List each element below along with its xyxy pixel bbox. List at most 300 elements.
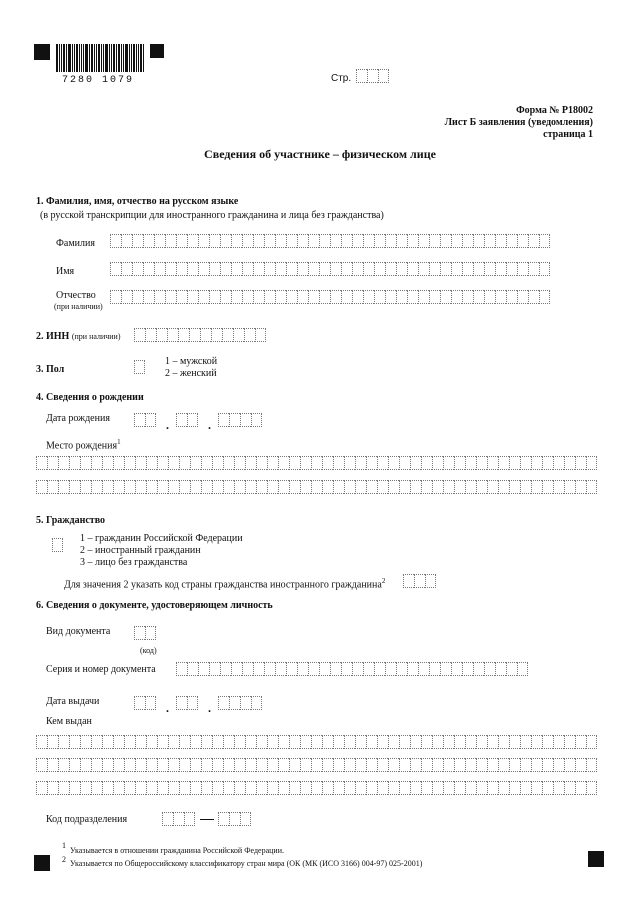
input-cell[interactable] [509, 735, 520, 749]
input-cell[interactable] [179, 758, 190, 772]
input-cell[interactable] [198, 662, 209, 676]
input-cell[interactable] [367, 69, 378, 83]
input-cell[interactable] [255, 328, 266, 342]
input-cell[interactable] [333, 758, 344, 772]
input-cell[interactable] [429, 290, 440, 304]
input-cell[interactable] [410, 735, 421, 749]
input-cell[interactable] [575, 758, 586, 772]
input-cell[interactable] [407, 234, 418, 248]
input-cell[interactable] [212, 758, 223, 772]
input-cell[interactable] [542, 735, 553, 749]
input-cell[interactable] [297, 662, 308, 676]
input-cell[interactable] [198, 290, 209, 304]
input-cell[interactable] [154, 290, 165, 304]
input-cell[interactable] [531, 735, 542, 749]
input-cell[interactable] [222, 328, 233, 342]
input-cell[interactable] [487, 758, 498, 772]
input-cell[interactable] [319, 662, 330, 676]
input-cell[interactable] [165, 290, 176, 304]
input-cell[interactable] [69, 480, 80, 494]
input-cell[interactable] [330, 662, 341, 676]
input-cell[interactable] [190, 456, 201, 470]
input-cell[interactable] [462, 290, 473, 304]
input-cell[interactable] [154, 234, 165, 248]
input-cell[interactable] [165, 234, 176, 248]
input-cell[interactable] [240, 812, 251, 826]
input-cell[interactable] [531, 456, 542, 470]
input-cell[interactable] [333, 480, 344, 494]
input-cell[interactable] [344, 456, 355, 470]
input-cell[interactable] [187, 662, 198, 676]
input-cell[interactable] [234, 758, 245, 772]
input-cell[interactable] [429, 262, 440, 276]
input-cell[interactable] [311, 781, 322, 795]
input-cell[interactable] [47, 758, 58, 772]
input-cell[interactable] [377, 758, 388, 772]
input-cell[interactable] [377, 735, 388, 749]
input-cell[interactable] [110, 234, 121, 248]
input-cell[interactable] [498, 758, 509, 772]
input-cell[interactable] [528, 234, 539, 248]
input-cell[interactable] [165, 262, 176, 276]
inn-cells[interactable] [134, 328, 266, 342]
input-cell[interactable] [454, 758, 465, 772]
input-cell[interactable] [539, 290, 550, 304]
input-cell[interactable] [240, 413, 251, 427]
input-cell[interactable] [201, 735, 212, 749]
input-cell[interactable] [341, 290, 352, 304]
input-cell[interactable] [134, 626, 145, 640]
input-cell[interactable] [242, 262, 253, 276]
input-cell[interactable] [179, 480, 190, 494]
input-cell[interactable] [275, 290, 286, 304]
input-cell[interactable] [58, 781, 69, 795]
input-cell[interactable] [440, 662, 451, 676]
input-cell[interactable] [220, 262, 231, 276]
input-cell[interactable] [264, 290, 275, 304]
input-cell[interactable] [553, 758, 564, 772]
issued-by-row-1[interactable] [36, 735, 597, 749]
input-cell[interactable] [363, 290, 374, 304]
input-cell[interactable] [264, 662, 275, 676]
input-cell[interactable] [465, 735, 476, 749]
input-cell[interactable] [517, 234, 528, 248]
input-cell[interactable] [374, 290, 385, 304]
input-cell[interactable] [476, 480, 487, 494]
input-cell[interactable] [289, 781, 300, 795]
input-cell[interactable] [355, 456, 366, 470]
input-cell[interactable] [352, 662, 363, 676]
input-cell[interactable] [187, 290, 198, 304]
input-cell[interactable] [410, 480, 421, 494]
input-cell[interactable] [506, 290, 517, 304]
input-cell[interactable] [586, 758, 597, 772]
input-cell[interactable] [245, 456, 256, 470]
input-cell[interactable] [564, 781, 575, 795]
input-cell[interactable] [135, 456, 146, 470]
input-cell[interactable] [245, 758, 256, 772]
input-cell[interactable] [506, 234, 517, 248]
input-cell[interactable] [509, 758, 520, 772]
input-cell[interactable] [223, 735, 234, 749]
input-cell[interactable] [234, 456, 245, 470]
input-cell[interactable] [553, 781, 564, 795]
input-cell[interactable] [253, 234, 264, 248]
input-cell[interactable] [432, 480, 443, 494]
input-cell[interactable] [134, 413, 145, 427]
input-cell[interactable] [187, 696, 198, 710]
input-cell[interactable] [517, 290, 528, 304]
input-cell[interactable] [539, 262, 550, 276]
surname-cells[interactable] [110, 234, 550, 248]
input-cell[interactable] [231, 662, 242, 676]
input-cell[interactable] [145, 413, 156, 427]
input-cell[interactable] [575, 735, 586, 749]
input-cell[interactable] [322, 456, 333, 470]
input-cell[interactable] [531, 480, 542, 494]
input-cell[interactable] [366, 758, 377, 772]
input-cell[interactable] [322, 781, 333, 795]
input-cell[interactable] [341, 262, 352, 276]
input-cell[interactable] [377, 456, 388, 470]
input-cell[interactable] [58, 480, 69, 494]
input-cell[interactable] [256, 781, 267, 795]
input-cell[interactable] [440, 234, 451, 248]
input-cell[interactable] [542, 758, 553, 772]
input-cell[interactable] [176, 696, 187, 710]
input-cell[interactable] [429, 662, 440, 676]
input-cell[interactable] [209, 290, 220, 304]
input-cell[interactable] [319, 262, 330, 276]
input-cell[interactable] [58, 456, 69, 470]
input-cell[interactable] [135, 735, 146, 749]
input-cell[interactable] [396, 234, 407, 248]
input-cell[interactable] [311, 480, 322, 494]
input-cell[interactable] [143, 234, 154, 248]
input-cell[interactable] [374, 262, 385, 276]
input-cell[interactable] [517, 662, 528, 676]
input-cell[interactable] [102, 758, 113, 772]
input-cell[interactable] [143, 290, 154, 304]
input-cell[interactable] [173, 812, 184, 826]
input-cell[interactable] [396, 262, 407, 276]
input-cell[interactable] [251, 696, 262, 710]
input-cell[interactable] [201, 480, 212, 494]
input-cell[interactable] [509, 480, 520, 494]
input-cell[interactable] [311, 456, 322, 470]
birth-place-row-2[interactable] [36, 480, 597, 494]
input-cell[interactable] [132, 234, 143, 248]
input-cell[interactable] [330, 290, 341, 304]
input-cell[interactable] [102, 781, 113, 795]
input-cell[interactable] [275, 234, 286, 248]
input-cell[interactable] [36, 781, 47, 795]
input-cell[interactable] [121, 290, 132, 304]
input-cell[interactable] [476, 735, 487, 749]
input-cell[interactable] [264, 262, 275, 276]
input-cell[interactable] [311, 758, 322, 772]
input-cell[interactable] [333, 456, 344, 470]
input-cell[interactable] [520, 735, 531, 749]
input-cell[interactable] [223, 456, 234, 470]
input-cell[interactable] [539, 234, 550, 248]
input-cell[interactable] [564, 456, 575, 470]
input-cell[interactable] [275, 262, 286, 276]
input-cell[interactable] [297, 262, 308, 276]
input-cell[interactable] [451, 262, 462, 276]
input-cell[interactable] [234, 480, 245, 494]
input-cell[interactable] [586, 456, 597, 470]
input-cell[interactable] [418, 234, 429, 248]
input-cell[interactable] [498, 480, 509, 494]
input-cell[interactable] [542, 456, 553, 470]
input-cell[interactable] [146, 758, 157, 772]
input-cell[interactable] [495, 290, 506, 304]
input-cell[interactable] [209, 262, 220, 276]
input-cell[interactable] [388, 456, 399, 470]
input-cell[interactable] [443, 456, 454, 470]
input-cell[interactable] [465, 456, 476, 470]
input-cell[interactable] [234, 781, 245, 795]
input-cell[interactable] [330, 234, 341, 248]
input-cell[interactable] [278, 781, 289, 795]
input-cell[interactable] [176, 413, 187, 427]
input-cell[interactable] [146, 781, 157, 795]
input-cell[interactable] [363, 262, 374, 276]
input-cell[interactable] [487, 480, 498, 494]
input-cell[interactable] [322, 758, 333, 772]
input-cell[interactable] [223, 781, 234, 795]
input-cell[interactable] [297, 234, 308, 248]
input-cell[interactable] [517, 262, 528, 276]
input-cell[interactable] [134, 360, 145, 374]
input-cell[interactable] [484, 262, 495, 276]
input-cell[interactable] [465, 480, 476, 494]
input-cell[interactable] [134, 328, 145, 342]
input-cell[interactable] [286, 662, 297, 676]
input-cell[interactable] [484, 234, 495, 248]
input-cell[interactable] [223, 758, 234, 772]
input-cell[interactable] [443, 480, 454, 494]
input-cell[interactable] [229, 812, 240, 826]
input-cell[interactable] [425, 574, 436, 588]
input-cell[interactable] [47, 781, 58, 795]
input-cell[interactable] [286, 234, 297, 248]
input-cell[interactable] [399, 456, 410, 470]
input-cell[interactable] [168, 781, 179, 795]
name-cells[interactable] [110, 262, 550, 276]
issue-month-cells[interactable] [176, 696, 198, 710]
input-cell[interactable] [344, 480, 355, 494]
input-cell[interactable] [473, 662, 484, 676]
input-cell[interactable] [308, 262, 319, 276]
input-cell[interactable] [319, 234, 330, 248]
input-cell[interactable] [356, 69, 367, 83]
input-cell[interactable] [418, 290, 429, 304]
input-cell[interactable] [157, 480, 168, 494]
input-cell[interactable] [69, 735, 80, 749]
input-cell[interactable] [113, 480, 124, 494]
input-cell[interactable] [218, 812, 229, 826]
input-cell[interactable] [229, 413, 240, 427]
input-cell[interactable] [440, 262, 451, 276]
input-cell[interactable] [495, 262, 506, 276]
input-cell[interactable] [233, 328, 244, 342]
input-cell[interactable] [47, 735, 58, 749]
input-cell[interactable] [253, 662, 264, 676]
input-cell[interactable] [462, 262, 473, 276]
input-cell[interactable] [366, 781, 377, 795]
input-cell[interactable] [245, 735, 256, 749]
input-cell[interactable] [542, 781, 553, 795]
input-cell[interactable] [465, 781, 476, 795]
input-cell[interactable] [91, 456, 102, 470]
input-cell[interactable] [91, 781, 102, 795]
input-cell[interactable] [157, 758, 168, 772]
input-cell[interactable] [267, 781, 278, 795]
input-cell[interactable] [311, 735, 322, 749]
input-cell[interactable] [245, 781, 256, 795]
input-cell[interactable] [267, 735, 278, 749]
input-cell[interactable] [187, 234, 198, 248]
input-cell[interactable] [218, 696, 229, 710]
input-cell[interactable] [410, 781, 421, 795]
input-cell[interactable] [399, 735, 410, 749]
input-cell[interactable] [146, 456, 157, 470]
input-cell[interactable] [355, 758, 366, 772]
input-cell[interactable] [36, 735, 47, 749]
input-cell[interactable] [286, 262, 297, 276]
input-cell[interactable] [69, 781, 80, 795]
input-cell[interactable] [36, 480, 47, 494]
input-cell[interactable] [454, 781, 465, 795]
input-cell[interactable] [58, 758, 69, 772]
input-cell[interactable] [256, 735, 267, 749]
input-cell[interactable] [407, 290, 418, 304]
input-cell[interactable] [278, 758, 289, 772]
input-cell[interactable] [168, 758, 179, 772]
input-cell[interactable] [278, 480, 289, 494]
input-cell[interactable] [110, 290, 121, 304]
input-cell[interactable] [509, 781, 520, 795]
input-cell[interactable] [575, 456, 586, 470]
input-cell[interactable] [506, 662, 517, 676]
input-cell[interactable] [256, 456, 267, 470]
input-cell[interactable] [487, 735, 498, 749]
input-cell[interactable] [366, 735, 377, 749]
input-cell[interactable] [374, 662, 385, 676]
input-cell[interactable] [407, 662, 418, 676]
input-cell[interactable] [242, 290, 253, 304]
input-cell[interactable] [198, 262, 209, 276]
input-cell[interactable] [421, 735, 432, 749]
input-cell[interactable] [564, 758, 575, 772]
input-cell[interactable] [322, 480, 333, 494]
input-cell[interactable] [344, 758, 355, 772]
input-cell[interactable] [145, 626, 156, 640]
input-cell[interactable] [363, 234, 374, 248]
input-cell[interactable] [451, 234, 462, 248]
input-cell[interactable] [209, 234, 220, 248]
input-cell[interactable] [300, 781, 311, 795]
input-cell[interactable] [212, 456, 223, 470]
input-cell[interactable] [146, 735, 157, 749]
input-cell[interactable] [454, 735, 465, 749]
input-cell[interactable] [487, 456, 498, 470]
input-cell[interactable] [278, 735, 289, 749]
input-cell[interactable] [432, 735, 443, 749]
input-cell[interactable] [135, 480, 146, 494]
input-cell[interactable] [121, 234, 132, 248]
input-cell[interactable] [473, 234, 484, 248]
input-cell[interactable] [553, 735, 564, 749]
input-cell[interactable] [355, 735, 366, 749]
input-cell[interactable] [451, 290, 462, 304]
input-cell[interactable] [300, 480, 311, 494]
input-cell[interactable] [209, 662, 220, 676]
input-cell[interactable] [91, 480, 102, 494]
input-cell[interactable] [256, 758, 267, 772]
input-cell[interactable] [319, 290, 330, 304]
input-cell[interactable] [200, 328, 211, 342]
input-cell[interactable] [388, 480, 399, 494]
input-cell[interactable] [253, 262, 264, 276]
input-cell[interactable] [168, 456, 179, 470]
input-cell[interactable] [418, 662, 429, 676]
input-cell[interactable] [498, 456, 509, 470]
input-cell[interactable] [495, 662, 506, 676]
input-cell[interactable] [124, 758, 135, 772]
input-cell[interactable] [308, 290, 319, 304]
input-cell[interactable] [201, 758, 212, 772]
input-cell[interactable] [189, 328, 200, 342]
input-cell[interactable] [498, 735, 509, 749]
input-cell[interactable] [542, 480, 553, 494]
input-cell[interactable] [506, 262, 517, 276]
series-number-cells[interactable] [176, 662, 528, 676]
input-cell[interactable] [531, 758, 542, 772]
input-cell[interactable] [352, 262, 363, 276]
input-cell[interactable] [403, 574, 414, 588]
input-cell[interactable] [352, 290, 363, 304]
input-cell[interactable] [80, 781, 91, 795]
division-code-cells-1[interactable] [162, 812, 195, 826]
input-cell[interactable] [211, 328, 222, 342]
input-cell[interactable] [432, 758, 443, 772]
input-cell[interactable] [366, 480, 377, 494]
input-cell[interactable] [47, 480, 58, 494]
input-cell[interactable] [36, 758, 47, 772]
input-cell[interactable] [421, 781, 432, 795]
birth-day-cells[interactable] [134, 413, 156, 427]
input-cell[interactable] [69, 456, 80, 470]
input-cell[interactable] [553, 480, 564, 494]
input-cell[interactable] [333, 781, 344, 795]
input-cell[interactable] [286, 290, 297, 304]
input-cell[interactable] [509, 456, 520, 470]
input-cell[interactable] [234, 735, 245, 749]
input-cell[interactable] [179, 781, 190, 795]
input-cell[interactable] [520, 456, 531, 470]
input-cell[interactable] [528, 290, 539, 304]
input-cell[interactable] [484, 290, 495, 304]
input-cell[interactable] [341, 662, 352, 676]
input-cell[interactable] [190, 781, 201, 795]
input-cell[interactable] [80, 735, 91, 749]
input-cell[interactable] [385, 290, 396, 304]
input-cell[interactable] [212, 735, 223, 749]
input-cell[interactable] [410, 456, 421, 470]
